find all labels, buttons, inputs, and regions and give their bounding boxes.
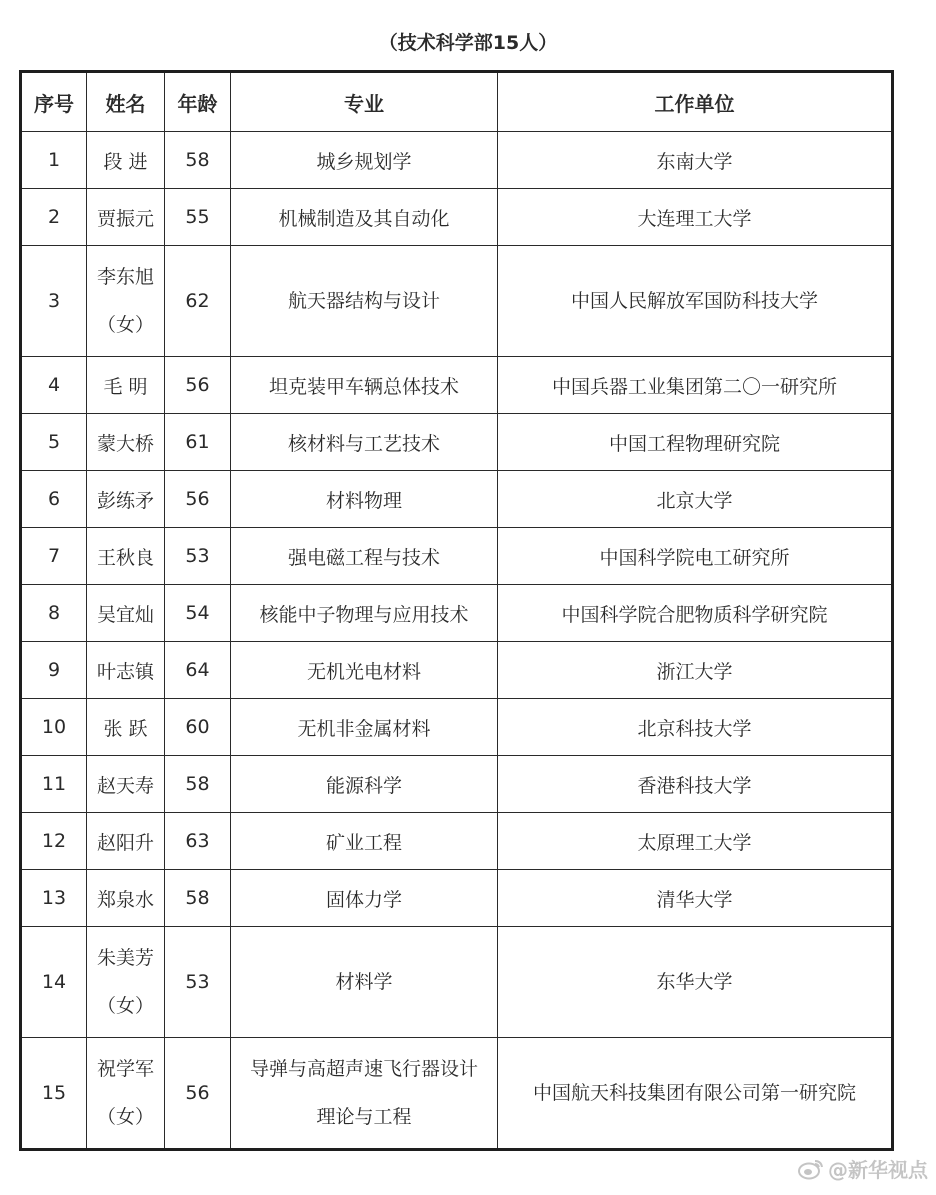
cell-name-note: （女） bbox=[96, 1106, 154, 1128]
cell-unit: 清华大学 bbox=[498, 870, 893, 927]
header-major: 专业 bbox=[231, 72, 498, 132]
cell-unit: 大连理工大学 bbox=[498, 189, 893, 246]
cell-name-note: （女） bbox=[96, 995, 154, 1017]
cell-name: 吴宜灿 bbox=[87, 585, 165, 642]
watermark-text: @新华视点 bbox=[828, 1158, 928, 1182]
cell-name: 王秋良 bbox=[87, 528, 165, 585]
cell-no: 2 bbox=[21, 189, 87, 246]
header-row bbox=[21, 72, 893, 132]
table-row bbox=[21, 699, 893, 756]
cell-no: 9 bbox=[21, 642, 87, 699]
cell-name-line: 祝学军 bbox=[96, 1058, 154, 1080]
cell-unit: 浙江大学 bbox=[498, 642, 893, 699]
cell-major: 能源科学 bbox=[231, 756, 498, 813]
table-row bbox=[21, 870, 893, 927]
cell-major: 无机非金属材料 bbox=[231, 699, 498, 756]
header-name: 姓名 bbox=[87, 72, 165, 132]
cell-name bbox=[87, 927, 165, 1038]
watermark bbox=[798, 1154, 928, 1183]
cell-unit: 北京科技大学 bbox=[498, 699, 893, 756]
cell-major: 无机光电材料 bbox=[231, 642, 498, 699]
table-row bbox=[21, 471, 893, 528]
cell-unit: 东南大学 bbox=[498, 132, 893, 189]
cell-name-line: 朱美芳 bbox=[96, 947, 154, 969]
cell-name-line: 李东旭 bbox=[96, 266, 154, 288]
cell-age: 63 bbox=[165, 813, 231, 870]
cell-name: 叶志镇 bbox=[87, 642, 165, 699]
cell-no: 7 bbox=[21, 528, 87, 585]
cell-no: 1 bbox=[21, 132, 87, 189]
cell-major: 强电磁工程与技术 bbox=[231, 528, 498, 585]
cell-name: 郑泉水 bbox=[87, 870, 165, 927]
table-row bbox=[21, 414, 893, 471]
cell-name: 张 跃 bbox=[87, 699, 165, 756]
cell-no: 10 bbox=[21, 699, 87, 756]
cell-name: 赵阳升 bbox=[87, 813, 165, 870]
cell-no: 4 bbox=[21, 357, 87, 414]
member-table bbox=[19, 70, 894, 1151]
cell-no: 8 bbox=[21, 585, 87, 642]
cell-unit: 北京大学 bbox=[498, 471, 893, 528]
cell-major: 航天器结构与设计 bbox=[231, 246, 498, 357]
cell-name: 毛 明 bbox=[87, 357, 165, 414]
cell-name bbox=[87, 246, 165, 357]
cell-major-line-2: 理论与工程 bbox=[316, 1106, 412, 1128]
cell-unit: 太原理工大学 bbox=[498, 813, 893, 870]
table-row bbox=[21, 132, 893, 189]
header-unit: 工作单位 bbox=[498, 72, 893, 132]
cell-age: 55 bbox=[165, 189, 231, 246]
cell-unit: 东华大学 bbox=[498, 927, 893, 1038]
cell-major: 矿业工程 bbox=[231, 813, 498, 870]
table-row bbox=[21, 189, 893, 246]
cell-name: 贾振元 bbox=[87, 189, 165, 246]
cell-unit: 中国工程物理研究院 bbox=[498, 414, 893, 471]
header-age: 年龄 bbox=[165, 72, 231, 132]
header-no: 序号 bbox=[21, 72, 87, 132]
cell-name: 赵天寿 bbox=[87, 756, 165, 813]
cell-age: 56 bbox=[165, 1038, 231, 1150]
cell-name: 蒙大桥 bbox=[87, 414, 165, 471]
cell-age: 60 bbox=[165, 699, 231, 756]
cell-age: 61 bbox=[165, 414, 231, 471]
cell-unit: 中国科学院电工研究所 bbox=[498, 528, 893, 585]
cell-unit: 中国人民解放军国防科技大学 bbox=[498, 246, 893, 357]
table-row bbox=[21, 642, 893, 699]
cell-age: 53 bbox=[165, 927, 231, 1038]
table-row bbox=[21, 357, 893, 414]
table-row bbox=[21, 585, 893, 642]
cell-age: 53 bbox=[165, 528, 231, 585]
cell-unit: 中国科学院合肥物质科学研究院 bbox=[498, 585, 893, 642]
cell-major-line: 导弹与高超声速飞行器设计 bbox=[249, 1058, 478, 1080]
cell-age: 58 bbox=[165, 132, 231, 189]
table-row bbox=[21, 1038, 893, 1150]
cell-name: 段 进 bbox=[87, 132, 165, 189]
cell-major bbox=[231, 1038, 498, 1150]
cell-age: 58 bbox=[165, 756, 231, 813]
cell-major: 固体力学 bbox=[231, 870, 498, 927]
cell-no: 11 bbox=[21, 756, 87, 813]
cell-no: 12 bbox=[21, 813, 87, 870]
cell-unit: 中国航天科技集团有限公司第一研究院 bbox=[498, 1038, 893, 1150]
cell-age: 64 bbox=[165, 642, 231, 699]
table-row bbox=[21, 756, 893, 813]
table-row bbox=[21, 927, 893, 1038]
table-row bbox=[21, 528, 893, 585]
cell-age: 58 bbox=[165, 870, 231, 927]
cell-age: 56 bbox=[165, 471, 231, 528]
cell-no: 15 bbox=[21, 1038, 87, 1150]
cell-major: 城乡规划学 bbox=[231, 132, 498, 189]
cell-name bbox=[87, 1038, 165, 1150]
cell-major: 核能中子物理与应用技术 bbox=[231, 585, 498, 642]
cell-age: 62 bbox=[165, 246, 231, 357]
cell-name-note: （女） bbox=[96, 314, 154, 336]
cell-age: 54 bbox=[165, 585, 231, 642]
weibo-logo-icon bbox=[798, 1158, 824, 1180]
table-caption: （技术科学部15人） bbox=[378, 32, 558, 54]
cell-major: 材料学 bbox=[231, 927, 498, 1038]
cell-name: 彭练矛 bbox=[87, 471, 165, 528]
cell-no: 3 bbox=[21, 246, 87, 357]
cell-unit: 中国兵器工业集团第二〇一研究所 bbox=[498, 357, 893, 414]
cell-unit: 香港科技大学 bbox=[498, 756, 893, 813]
cell-no: 6 bbox=[21, 471, 87, 528]
cell-major: 机械制造及其自动化 bbox=[231, 189, 498, 246]
cell-no: 14 bbox=[21, 927, 87, 1038]
table-row bbox=[21, 813, 893, 870]
cell-major: 坦克装甲车辆总体技术 bbox=[231, 357, 498, 414]
table-row bbox=[21, 246, 893, 357]
cell-major: 材料物理 bbox=[231, 471, 498, 528]
cell-age: 56 bbox=[165, 357, 231, 414]
cell-no: 5 bbox=[21, 414, 87, 471]
cell-major: 核材料与工艺技术 bbox=[231, 414, 498, 471]
cell-no: 13 bbox=[21, 870, 87, 927]
